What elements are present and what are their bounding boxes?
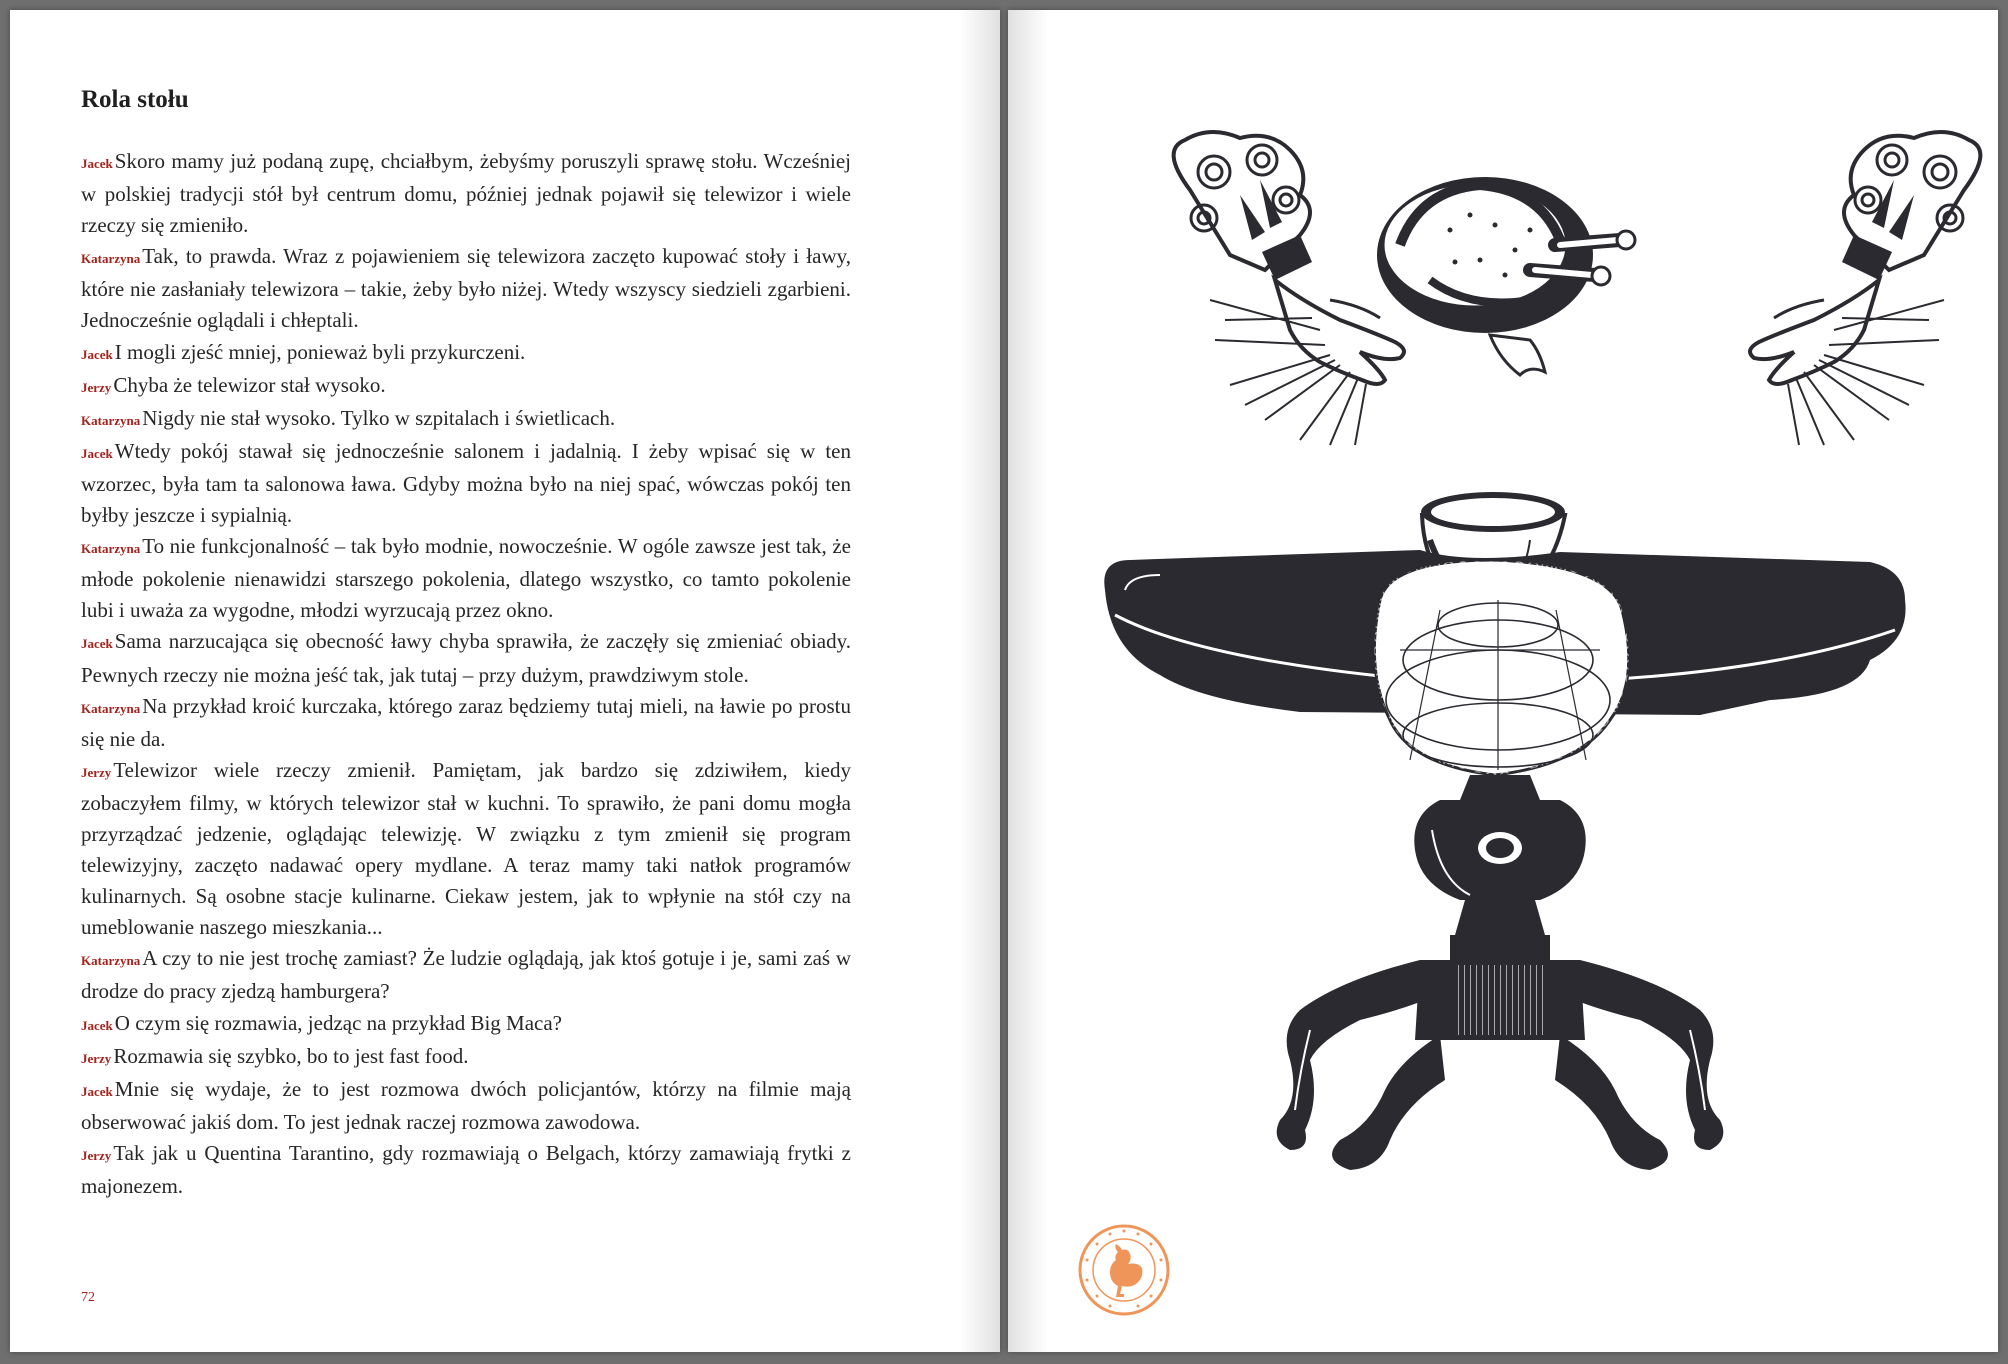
dialogue-line: Rozmawia się szybko, bo to jest fast food. [113,1043,469,1068]
dialogue-line: Tak, to prawda. Wraz z pojawieniem się telewizora zaczęto kupować stoły i ławy, które nie zasłaniały telewizora – takie, żeby było niżej. Wtedy wszyscy siedzieli zgarbieni. Jednocześnie oglądali i chłeptali. [81,244,851,333]
speaker-name: Jerzy [81,379,112,395]
right-hand-icon [1750,132,1980,445]
speaker-name: Katarzyna [81,953,141,969]
dialogue-line: Nigdy nie stał wysoko. Tylko w szpitalach i świetlicach. [142,405,616,430]
dialogue-line: Tak jak u Quentina Tarantino, gdy rozmawiają o Belgach, którzy zamawiają frytki z majonezem. [81,1140,851,1198]
page-number: 72 [81,1290,95,1305]
dialogue-line: Na przykład kroić kurczaka, którego zaraz będziemy tutaj mieli, na ławie po prostu się nie da. [81,693,851,751]
roast-chicken-icon [1377,177,1635,375]
rooster-icon [1110,1244,1142,1297]
dialogue-line: Mnie się wydaje, że to jest rozmowa dwóch policjantów, którzy na filmie mają obserwować jakiś dom. To jest jednak raczej rozmowa zawodowa. [81,1076,851,1134]
dialogue-line: To nie funkcjonalność – tak było modnie, nowocześnie. W ogóle zawsze jest tak, że młode pokolenie nienawidzi starszego pokolenia, dlatego wszystko, co tamto pokolenie lubi i uważa za wygodne, młodzi wyrzucają przez okno. [81,534,851,623]
speaker-name: Jerzy [81,1050,112,1066]
speaker-name: Jacek [81,445,113,461]
dialogue-line: Wtedy pokój stawał się jednocześnie salonem i jadalnią. I żeby wpisać się w ten wzorzec, była tam ta salonowa ława. Gdyby można było na niej spać, wówczas pokój ten byłby jeszcze i sypialnią. [81,438,851,528]
speaker-name: Katarzyna [81,412,141,428]
speaker-name: Jacek [81,636,113,652]
dialogue-line: O czym się rozmawia, jedząc na przykład Big Maca? [114,1010,562,1035]
dialogue-line: A czy to nie jest trochę zamiast? Że ludzie oglądają, jak ktoś gotuje i je, sami zaś w drodze do pracy zjedzą hamburgera? [81,946,851,1004]
speaker-name: Katarzyna [81,251,141,267]
dialogue-line: Chyba że telewizor stał wysoko. [113,372,386,397]
left-hand-icon [1174,132,1404,445]
speaker-name: Jacek [81,156,113,171]
speaker-name: Jerzy [81,764,112,780]
speaker-name: Katarzyna [81,700,141,716]
rooster-stamp [1076,1222,1172,1318]
speaker-name: Jacek [81,346,113,362]
dialogue-line: Telewizor wiele rzeczy zmienił. Pamiętam, jak bardzo się zdziwiłem, kiedy zobaczyłem filmy, w których telewizor stał w kuchni. To sprawiło, że pani domu mogła przyrządzać jedzenie, oglądając telewizję. W związku z tym zmienił się program telewizyjny, zaczęto nadawać opery mydlane. A teraz mamy taki natłok programów kulinarnych. Są osobne stacje kulinarne. Ciekaw jestem, jak to wpłynie na stół czy na umeblowanie naszego mieszkania... [81,757,851,940]
dialogue-line: Skoro mamy już podaną zupę, chciałbym, żebyśmy poruszyli sprawę stołu. Wcześniej w polskiej tradycji stół był centrum domu, później jednak pojawił się telewizor i wiele rzeczy się zmieniło. [81,149,851,238]
speaker-name: Katarzyna [81,541,141,557]
speaker-name: Jacek [81,1017,113,1033]
dialogue-line: Sama narzucająca się obecność ławy chyba sprawiła, że zaczęły się zmieniać obiady. Pewnych rzeczy nie można jeść tak, jak tutaj – przy dużym, prawdziwym stole. [81,629,851,687]
page-title: Rola stołu [81,86,189,113]
speaker-name: Jacek [81,1083,113,1099]
speaker-name: Jerzy [81,1147,112,1163]
dialogue-line: I mogli zjeść mniej, ponieważ byli przykurczeni. [114,339,526,364]
table-icon [1104,550,1905,1170]
